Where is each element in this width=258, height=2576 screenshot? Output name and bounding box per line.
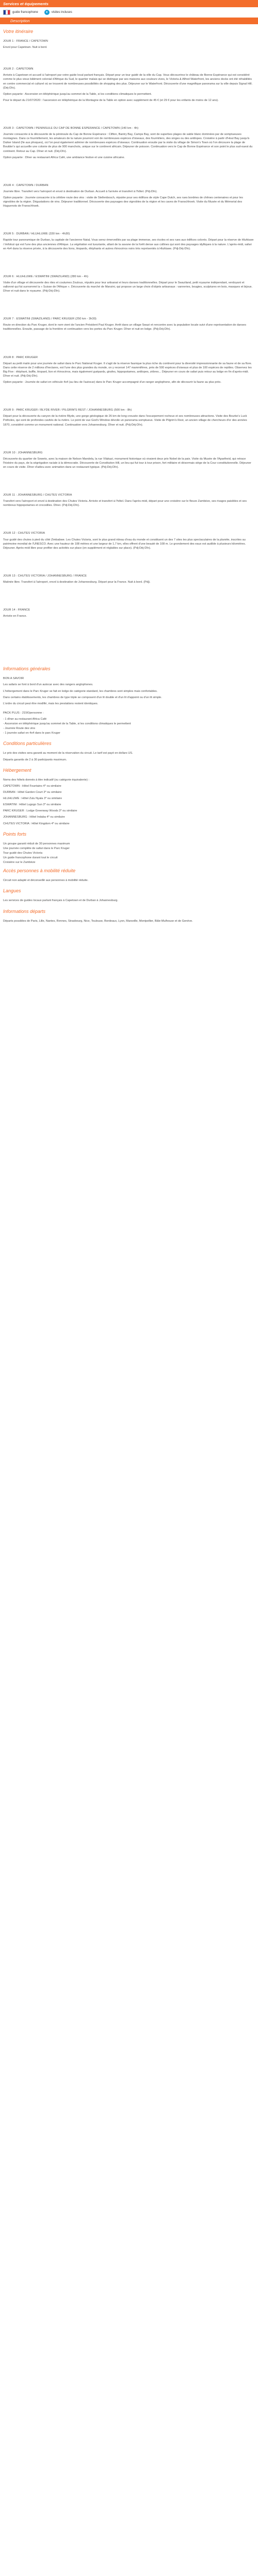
day-heading: JOUR 8 : PARC KRUGER (3, 355, 38, 359)
day-heading: JOUR 9 : PARC KRUGER / BLYDE RIVER / PILGRIM'S REST / JOHANNESBURG (500 km - 8h) (3, 409, 132, 412)
day-paragraph: Journée libre. Transfert vers l'aéroport et envol à destination de Durban. Accueil à l'arrivée et transfert à l'hôtel. (Pdj-Dîn). (3, 190, 157, 193)
badge-visits (44, 10, 72, 15)
day-paragraph: Découverte du quartier de Soweto, avec la maison de Nelson Mandela, la rue Vilakazi, monument historique où vivaient deux prix Nobel de la paix. Visite du Musée de l'Apartheid, qui retrace l'histoire du pays, de la ségrégation raciale à la démocratie. Découverte de Constitution Hill, un lieu qui fut tour à tour prison, fort militaire et désormais siège de la Cour constitutionnelle. Déjeuner en cours de visite. Dîner d'adieu avec animation dans un restaurant typique. (Pdj-Déj-Dîn). (3, 457, 251, 469)
info-list (3, 717, 255, 735)
info-list-item: - 1 journée safari en 4x4 dans le parc Kruger (3, 732, 60, 735)
day-paragraph: Départ au petit matin pour une journée de safari dans le Parc National Kruger. Il s'agit de la réserve faunique la plus riche du continent pour la diversité impressionnante de sa faune et de sa flore. Dans cette réserve de 2 millions d'hectares, est l'une des plus grandes du monde, on y recensé 147 mammifères, près de 500 espèces d'oiseaux et plus de 100 espèces de reptiles. Observez les Big Five : éléphant, buffle, léopard, lion et rhinocéros, mais également guépards, girafes, hippopotames, antilopes, zèbres... Déjeuner en cours de safari puis retour au lodge en fin d'après-midi. Dîner et nuit. (Pdj-Déj-Dîn). (3, 362, 252, 378)
day-paragraph: Journée consacrée à la découverte de la péninsule du Cap de Bonne Espérance : Clifton, Bantry Bay, Camps Bay, sont de superbes plages de sable blanc dominées par de somptueuses montagnes. Dans ce fourmillement, les amateurs de la nature pourront voir de nombreuses espèces d'oiseaux, des fourmiliers, des singes ou des antilopes. Croisière à partir d'Hout Bay jusqu'à Duiker Island (île aux phoques), où l'on peut également admirer de nombreuses espèces d'oiseaux. Continuation ensuite par la visite du village de Simon's Town où l'on découvre la plage de Boulder's qui accueille une colonie de plus de 900 manchots, unique sur le continent africain. Déjeuner de poisson. Continuation vers le Cap de Bonne Espérance et son point le plus sud-ouest du continent. Retour au Cap. Dîner et nuit. (Déj-Dîn). (3, 133, 253, 153)
info-paragraph: L'ordre du circuit peut être modifié, mais les prestations restent identiques. (3, 702, 99, 705)
day-paragraph: Route en direction du Parc Kruger, dont le nom vient de l'ancien Président Paul Kruger. Arrêt dans un village Swazi et rencontre avec la population locale suivi d'une représentation de danses traditionnelles. Ensuite, passage de la frontière et continuation vers les portes du Parc Kruger. Dîner et nuit en lodge. (Pdj-Déj-Dîn). (3, 324, 247, 331)
visits-icon: ● (44, 10, 50, 15)
strong-point-item: Un groupe garanti réduit de 30 personnes maximum (3, 842, 70, 845)
info-paragraph: Dans certains établissements, les chambres de type triple se composent d'un lit double et d'un lit d'appoint ou d'un lit simple. (3, 696, 162, 699)
hotels-block (3, 778, 255, 826)
day-heading: JOUR 10 : JOHANNESBURG (3, 451, 43, 454)
badge-guide-label: guide francophone (12, 10, 38, 14)
day-block (3, 451, 255, 469)
day-paragraph: Option payante : Ascension en téléphérique jusqu'au sommet de la Table, si les conditions climatiques le permettent. (3, 92, 152, 96)
day-heading: JOUR 1 : FRANCE / CAPETOWN (3, 40, 49, 43)
access-block (3, 878, 255, 883)
day-block (3, 183, 255, 209)
hotels-title: Hébergement (3, 767, 31, 773)
description-bar: Description (0, 18, 258, 24)
languages-title: Langues (3, 888, 21, 894)
badge-guide (3, 10, 38, 15)
hotels-paras-item: CAPETOWN : Hôtel Fountains 4* ou similaire (3, 784, 61, 788)
day-paragraph: Option payante : Dîner au restaurant Africa Café, une ambiance festive et une cuisine africaine. (3, 156, 125, 159)
day-heading: JOUR 4 : CAPETOWN / DURBAN (3, 183, 49, 187)
info-heading: BON A SAVOIR (3, 677, 24, 681)
languages-paras-item: Les services de guides locaux parlant français à Capetown et de Durban à Johannesburg. (3, 899, 118, 903)
day-block (3, 355, 255, 385)
strong-points-title: Points forts (3, 831, 27, 837)
departure-title: Informations départs (3, 908, 46, 914)
day-block (3, 232, 255, 250)
badge-visits-label: visites incluses (51, 10, 72, 14)
day-block (3, 531, 255, 550)
conditions-title: Conditions particulières (3, 741, 52, 747)
languages-block (3, 899, 255, 903)
info-list-item: - 1 dîner au restaurant Africa Café (3, 717, 47, 721)
day-block (3, 39, 255, 49)
itinerary-title: Votre itinéraire (3, 29, 34, 34)
day-paragraph: Rapide tour panoramique de Durban, la capitale de l'ancienne Natal, Vous serez émerveillés par sa plage immense, ses écoles et ses rues aux édifices colorés. Départ pour la réserve de Hluhluwe / Imfolozi qui est l'une des plus anciennes d'Afrique. La végétation est luxuriante, allant de la savane de la forêt dense aux collines qui sont des paysages idylliques à la nature. L'après-midi, safari en 4x4 dans la réserve privée, à la découverte des lions, léopards, éléphants et autres rhinocéros noirs très représentés à Hluhluwe. (Pdj-Déj-Dîn). (3, 239, 254, 250)
day-heading: JOUR 11 : JOHANNESBURG / CHUTES VICTORIA (3, 494, 72, 497)
content (0, 28, 258, 923)
day-block (3, 408, 255, 427)
departure-paras-item: Départs possibles de Paris, Lille, Nantes, Rennes, Strasbourg, Nice, Toulouse, Bordeaux, Lyon, Marseille, Montpellier, Bâle-Mulhouse et de Genève. (3, 919, 193, 923)
day-heading: JOUR 12 : CHUTES VICTORIA (3, 532, 45, 535)
day-paragraph: Matinée libre. Transfert à l'aéroport, envol à destination de Johannesburg. Départ pour la France. Nuit à bord. (Pdj). (3, 580, 151, 584)
day-block (3, 493, 255, 507)
day-paragraph: Option payante : Journée de safari en véhicule 4x4 (au lieu de l'autocar) dans le Parc Kruger accompagné d'un ranger anglophone, afin de découvrir la faune au plus près. (3, 381, 221, 384)
strong-point-item: Croisière sur le Zambèze (3, 861, 36, 865)
info-list-item: - Ascension en téléphérique jusqu'au sommet de la Table, si les conditions climatiques le permettent (3, 722, 131, 726)
hotels-paras-item: Noms des hôtels donnés à titre indicatif (ou catégorie équivalente) : (3, 778, 89, 782)
hotels-paras-item: HLUHLUWE : Hôtel Zulu Nyala 3* ou similaire (3, 797, 62, 801)
day-block (3, 275, 255, 293)
info-blocks (3, 676, 255, 735)
day-paragraph: Transfert vers l'aéroport et envol à destination des Chutes Victoria. Arrivée et transfert à l'hôtel. Dans l'après-midi, départ pour une croisière sur le fleuve Zambèze, ses rivages paisibles et ses nombreux hippopotames et crocodiles. Dîner. (Pdj-Déj-Dîn). (3, 500, 247, 507)
hotels-paras-item: CHUTES VICTORIA : Hôtel Kingdom 4* ou similaire (3, 822, 70, 825)
day-block (3, 126, 255, 160)
french-flag-icon (3, 10, 10, 15)
info-title: Informations générales (3, 666, 51, 672)
day-heading: JOUR 2 : CAPETOWN (3, 67, 34, 71)
day-block (3, 574, 255, 584)
day-heading: JOUR 5 : DURBAN / HLUHLUWE (330 km - 4h30) (3, 232, 70, 236)
strong-point-item: Une journée complète de safari dans le Parc Kruger (3, 846, 70, 850)
conditions-block (3, 751, 255, 761)
day-heading: JOUR 13 : CHUTES VICTORIA / JOHANNESBURG / FRANCE (3, 574, 87, 578)
day-heading: JOUR 14 : FRANCE (3, 608, 30, 612)
day-paragraph: Arrivée à Capetown et accueil à l'aéroport par votre guide local parlant français. Départ pour un tour guidé de la ville du Cap. Vous découvrirez le château de Bonne Espérance qui est considéré comme le plus vieux bâtiment colonial d'Afrique du Sud, le quartier malais qui se distingue par ses maisons aux couleurs vives, le Victoria & Alfred Waterfront, les anciens docks ont été réhabilités en centre commercial et culturel où se trouvent de nombreuses possibilités de shopping des plus. Déjeuner sur le Waterfront. Découverte d'une magnifique panorama sur la ville depuis Signal Hill. (Déj-Dîn). (3, 74, 253, 90)
day-paragraph: Visite d'un village et découverte des rites et coutumes Zoulous, réputés pour leur artisanat et leurs danses traditionnelles. Départ pour le Swaziland, petit royaume indépendant, verdoyant et vallonné qui fut surnommé la « Suisse de l'Afrique ». Découverte du marché de Manzini, qui propose un large choix d'objets artisanaux : vanneries, bougies, sculptures en bois, masques et bijoux. Dîner et nuit dans le royaume. (Pdj-Déj-Dîn). (3, 281, 253, 293)
day-paragraph: Option payante : Journée consacrée à la célèbre route des vins : visite de Stellenbosch, réputée pour ses édifices de style Cape Dutch, ses rues bordées de chênes centenaires et pour les vignobles de la région. Dégustations de vins. Déjeuner traditionnel. Découverte des paysages des vignobles de la région et les caves de Franschhoek. Visite du Musée et du Mémorial des Huguenots de Franschhoek. (3, 196, 243, 208)
day-paragraph: Départ pour la découverte du canyon de la rivière Blyde, une gorge géologique de 26 km de long creusée dans l'escarpement rocheux et ses nombreuses attractions. Visite des Bourke's Luck Potholes, qui sont de profondes cavités de la rivière. Le point de vue God's Window dévoile un panorama somptueux. Visite de Pilgrim's Rest, un ancien village de chercheurs d'or des années 1870, considéré comme un monument national. Continuation vers Johannesburg. Dîner et nuit. (Pdj-Déj-Dîn). (3, 415, 247, 427)
day-paragraph: Arrivée en France. (3, 615, 27, 618)
departure-block (3, 919, 255, 923)
access-paras-item: Circuit non adapté et déconseillé aux personnes à mobilité réduite. (3, 879, 89, 883)
day-block (3, 608, 255, 618)
hotels-paras-item: JOHANNESBURG : Hôtel Indaba 4* ou similaire (3, 816, 65, 819)
info-list-item: - Journée Route des vins (3, 727, 36, 731)
day-block (3, 317, 255, 331)
day-paragraph: Pour le départ du 21/07/2020 : l'ascension en téléphérique de la Montagne de la Table en option avec supplément de 45 € (et 29 € pour les enfants de moins de 12 ans). (3, 98, 219, 102)
strong-points-list (3, 842, 255, 865)
access-title: Accès personnes à mobilité réduite (3, 868, 76, 874)
day-paragraph: Tour guidé des chutes à pied du côté Zimbabwe. Les Chutes Victoria, sont le plus grand rideau d'eau du monde et constituent un des 7 sites les plus spectaculaires de la planète, inscrites au patrimoine mondial de l'UNESCO. Avec une hauteur de 108 mètres et une largeur de 1,7 km, elles offrent d'une beauté de 108 m. Le grondement des eaux est audible à plusieurs kilomètres. Déjeuner. Après-midi libre pour profiter des activités sur place (en supplément et réglables sur place). (Pdj-Déj-Dîn). (3, 538, 246, 550)
day-paragraph: Envol pour Capetown. Nuit à bord. (3, 46, 47, 49)
itinerary-days (3, 39, 255, 642)
services-banner: Services et équipements (0, 0, 258, 7)
strong-point-item: Un guide francophone durant tout le circuit (3, 856, 58, 859)
info-block (3, 676, 255, 706)
info-heading: PACK PLUS : 215€/personne : (3, 711, 44, 715)
info-block (3, 711, 255, 736)
day-block (3, 67, 255, 103)
page (0, 0, 258, 928)
day-heading: JOUR 3 : CAPETOWN / PENINSULE DU CAP DE BONNE ESPERANCE / CAPETOWN (140 km - 4h) (3, 127, 139, 130)
strong-point-item: Tour guidé des Chutes Victoria (3, 851, 43, 855)
info-paragraph: L'hébergement dans le Parc Kruger se fait en lodge de catégorie standard, les chambres sont simples mais confortables. (3, 689, 158, 693)
day-heading: JOUR 7 : ESWATINI (SWAZILAND) / PARC KRUGER (250 km - 3h30) (3, 317, 96, 321)
conditions-paras-item: Le prix des visites sera garanti au moment de la réservation du circuit. Le tarif est payé en dollars US. (3, 752, 133, 755)
info-paragraph: Les safaris se font à bord d'un autocar avec des rangers anglophones. (3, 683, 93, 687)
hotels-paras-item: ESWATINI : Hôtel Lugogo Sun 3* ou similaire (3, 803, 61, 807)
service-badges (0, 7, 258, 18)
hotels-paras-item: PARC KRUGER : Lodge Greenway Woods 3* ou similaire (3, 809, 77, 813)
day-heading: JOUR 6 : HLUHLUWE / ESWATINI (SWAZILAND) (280 km - 4h) (3, 275, 88, 278)
conditions-paras-item: Départs garantis de 2 à 30 participants maximum. (3, 758, 67, 761)
hotels-paras-item: DURBAN : Hôtel Garden Court 3* ou similaire (3, 790, 62, 794)
